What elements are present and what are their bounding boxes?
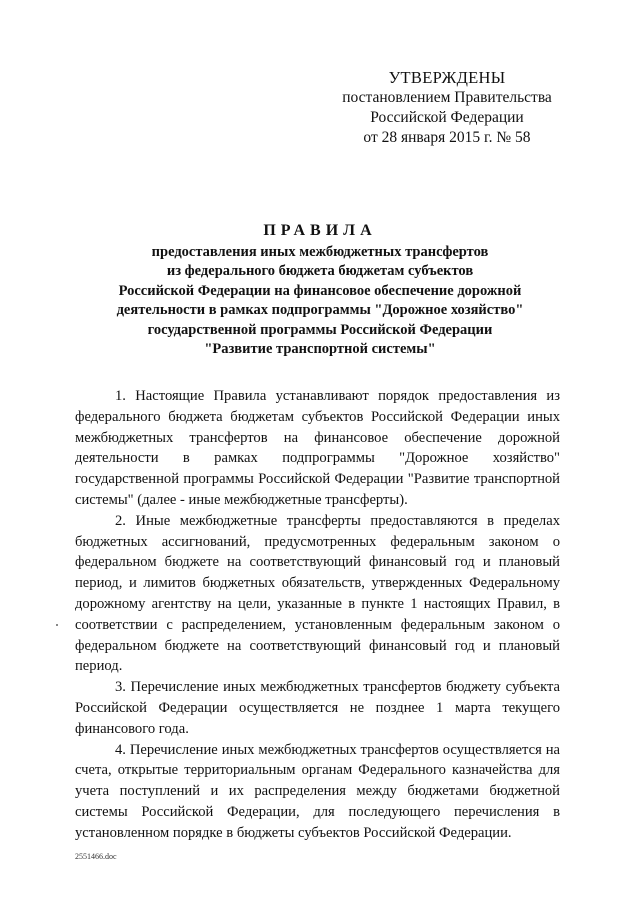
paragraph-1: 1. Настоящие Правила устанавливают порядок предоставления из федерального бюджета бюджетам субъектов Российской Федерации иных межбюджетных трансфертов на финансовое обеспечение дорожной деятельности в рамках подпрограммы "Дорожное хозяйство" государственной программы Российской Федерации "Развитие транспортной системы" (далее - иные межбюджетные трансферты). — [75, 388, 560, 508]
document-body — [75, 386, 560, 844]
approval-heading: УТВЕРЖДЕНЫ — [388, 68, 506, 87]
paragraph-4: 4. Перечисление иных межбюджетных трансфертов осуществляется на счета, открытые территориальным органам Федерального казначейства для учета поступлений и их распределения между бюджетами бюджетной системы Российской Федерации, для последующего перечисления в установленном порядке в бюджеты субъектов Российской Федерации. — [75, 741, 560, 841]
subtitle-line: из федерального бюджета бюджетам субъектов — [166, 263, 474, 280]
subtitle-line: предоставления иных межбюджетных трансфертов — [151, 244, 489, 260]
paragraph-3: 3. Перечисление иных межбюджетных трансфертов бюджету субъекта Российской Федерации осуществляется не позднее 1 марта текущего финансового года. — [75, 679, 560, 737]
approval-line-government: Российской Федерации — [370, 109, 524, 126]
document-subtitle — [80, 243, 560, 359]
approval-line-date-number: от 28 января 2015 г. № 58 — [363, 129, 531, 146]
approval-line-decree: постановлением Правительства — [342, 89, 552, 106]
paragraph-2: 2. Иные межбюджетные трансферты предоставляются в пределах бюджетных ассигнований, предусмотренных федеральным законом о федеральном бюджете на соответствующий финансовый год и плановый период, и лимитов бюджетных обязательств, утвержденных Федеральному дорожному агентству на цели, указанные в пункте 1 настоящих Правил, в соответствии с распределением, установленным федеральным законом о федеральном бюджете на соответствующий финансовый год и плановый период. — [75, 512, 560, 675]
document-title: ПРАВИЛА — [263, 222, 377, 239]
file-name-footer: 2551466.doc — [75, 852, 117, 861]
subtitle-line: деятельности в рамках подпрограммы "Дорожное хозяйство" — [116, 302, 524, 319]
subtitle-line: "Развитие транспортной системы" — [204, 341, 436, 358]
margin-dot — [56, 624, 58, 626]
subtitle-line: Российской Федерации на финансовое обеспечение дорожной — [118, 282, 522, 299]
approval-block — [332, 68, 562, 148]
subtitle-line: государственной программы Российской Федерации — [147, 321, 493, 338]
